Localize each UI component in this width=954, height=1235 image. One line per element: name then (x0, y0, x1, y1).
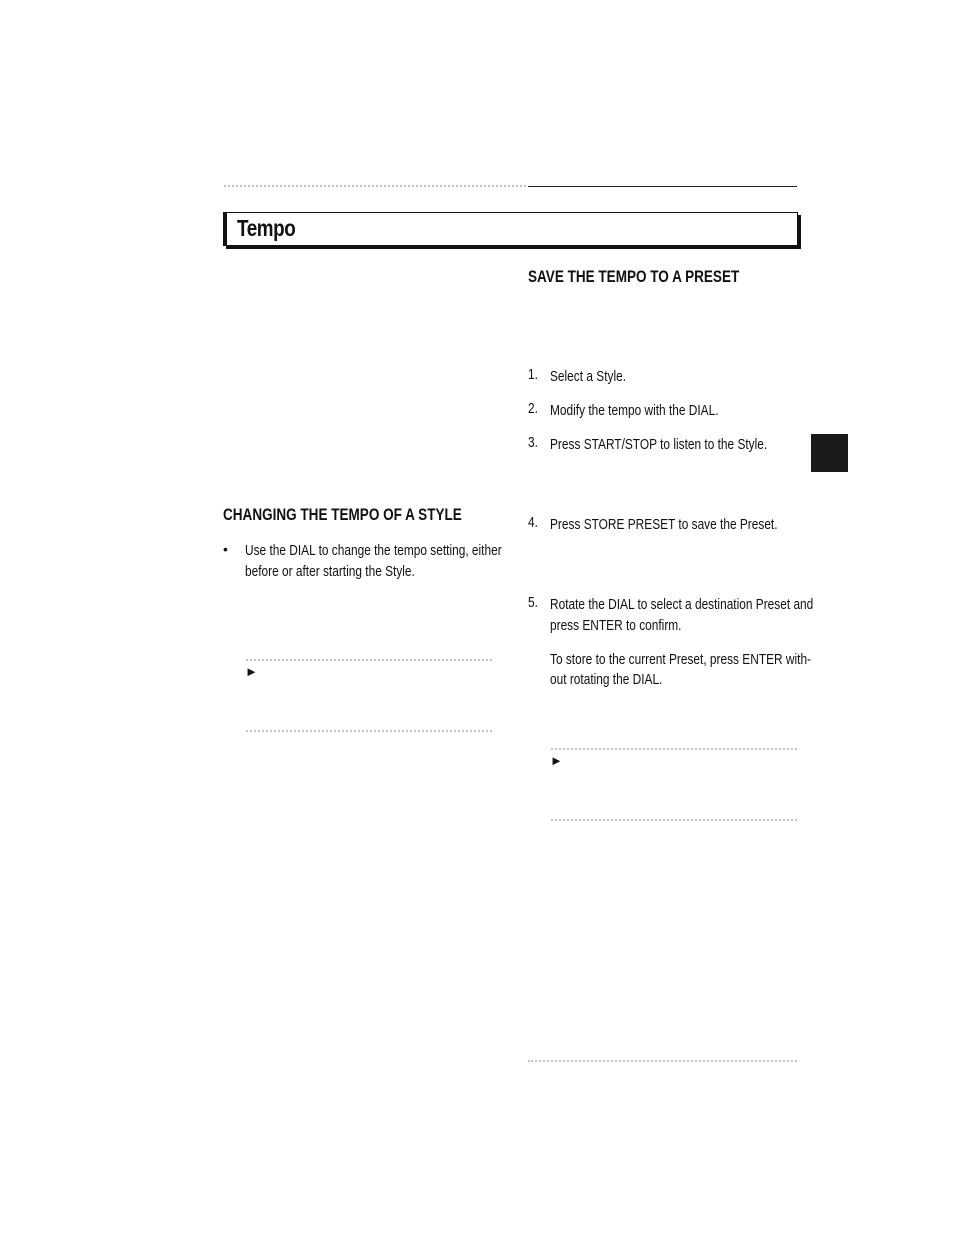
step-2-text: Modify the tempo with the DIAL. (550, 403, 719, 419)
step-3-text: Press START/STOP to listen to the Style. (550, 437, 768, 453)
page-title: Tempo (237, 215, 296, 241)
step-5-note-line1: To store to the current Preset, press ENTER with- (550, 652, 812, 668)
left-note-bottom-rule (246, 730, 492, 732)
bullet-text-line2: before or after starting the Style. (245, 564, 415, 580)
section-title-box (223, 212, 798, 246)
right-note-bottom-rule (551, 819, 797, 821)
step-2-number: 2. (528, 401, 538, 417)
step-4-text: Press STORE PRESET to save the Preset. (550, 517, 778, 533)
bullet-icon: • (223, 541, 228, 557)
left-note-top-rule (246, 659, 492, 661)
right-section-heading: SAVE THE TEMPO TO A PRESET (528, 268, 740, 286)
left-note-arrow-icon: ► (245, 664, 258, 679)
right-note-arrow-icon: ► (550, 753, 563, 768)
step-1-number: 1. (528, 367, 538, 383)
right-note-top-rule (551, 748, 797, 750)
step-1-text: Select a Style. (550, 369, 627, 385)
left-section-heading: CHANGING THE TEMPO OF A STYLE (223, 506, 462, 524)
header-dotted-rule (224, 185, 526, 187)
bullet-text-line1: Use the DIAL to change the tempo setting, either (245, 543, 502, 559)
step-5-text-line2: press ENTER to confirm. (550, 618, 682, 634)
step-4-number: 4. (528, 515, 538, 531)
chapter-tab-marker (811, 434, 848, 472)
header-solid-rule (528, 186, 797, 187)
step-5-text-line1: Rotate the DIAL to select a destination Preset and (550, 597, 814, 613)
step-5-number: 5. (528, 595, 538, 611)
step-3-number: 3. (528, 435, 538, 451)
footer-dotted-rule (528, 1060, 797, 1062)
step-5-note-line2: out rotating the DIAL. (550, 672, 663, 688)
